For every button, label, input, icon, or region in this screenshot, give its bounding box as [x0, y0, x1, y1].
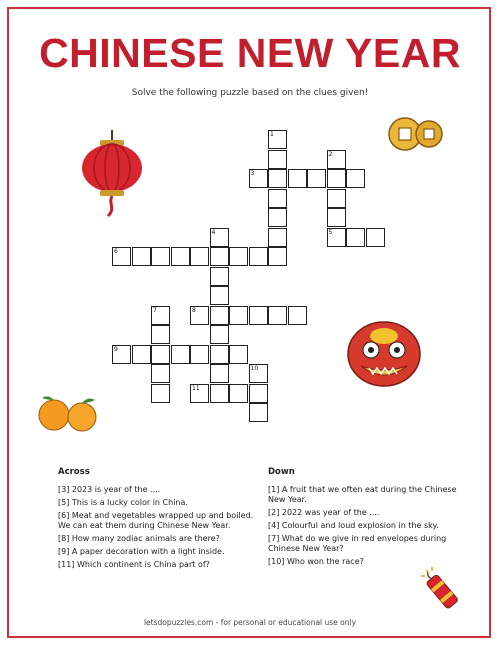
crossword-cell[interactable]	[190, 247, 209, 266]
crossword-cell[interactable]	[366, 228, 385, 247]
down-clues	[268, 467, 458, 570]
crossword-cell[interactable]	[307, 169, 326, 188]
crossword-cell[interactable]	[171, 247, 190, 266]
across-clues	[58, 467, 258, 573]
crossword-cell[interactable]	[249, 306, 268, 325]
clue-number-label: 10	[250, 365, 259, 372]
mandarin-oranges-icon	[36, 390, 102, 432]
crossword-cell[interactable]	[210, 345, 229, 364]
clue-number-label: 8	[192, 306, 196, 314]
crossword-cell[interactable]	[210, 267, 229, 286]
crossword-cell[interactable]	[151, 325, 170, 344]
clue-across-6: [6] Meat and vegetables wrapped up and boiled. We can eat them during Chinese New Year.	[58, 511, 254, 530]
clue-number-label: 6	[114, 248, 118, 255]
crossword-cell[interactable]	[210, 364, 229, 383]
clue-down-1: [1] A fruit that we often eat during the Chinese New Year.	[268, 485, 457, 504]
page-title: CHINESE NEW YEAR	[39, 30, 461, 76]
crossword-cell[interactable]	[229, 306, 248, 325]
crossword-cell[interactable]	[229, 384, 248, 403]
crossword-cell[interactable]	[268, 169, 287, 188]
crossword-cell[interactable]	[268, 150, 287, 169]
crossword-cell[interactable]	[268, 208, 287, 227]
crossword-cell[interactable]	[132, 247, 151, 266]
crossword-cell[interactable]	[249, 247, 268, 266]
clue-down-10: [10] Who won the race?	[268, 557, 364, 566]
crossword-cell[interactable]	[210, 306, 229, 325]
crossword-cell[interactable]	[268, 247, 287, 266]
clue-number-label: 1	[270, 131, 274, 138]
crossword-cell[interactable]	[151, 364, 170, 383]
crossword-cell[interactable]	[268, 228, 287, 247]
clue-number-label: 2	[328, 150, 333, 158]
crossword-cell[interactable]	[268, 306, 287, 325]
down-heading: Down	[268, 467, 295, 477]
clue-across-8: [8] How many zodiac animals are there?	[58, 534, 220, 543]
crossword-cell[interactable]	[151, 345, 170, 364]
crossword-cell[interactable]	[288, 169, 307, 188]
crossword-cell[interactable]	[210, 247, 229, 266]
clue-number-label: 7	[153, 306, 157, 314]
crossword-cell[interactable]	[229, 247, 248, 266]
crossword-cell[interactable]	[190, 345, 209, 364]
crossword-cell[interactable]	[229, 345, 248, 364]
clue-number-label: 9	[114, 345, 118, 353]
crossword-cell[interactable]	[249, 384, 268, 403]
crossword-cell[interactable]	[249, 403, 268, 422]
across-heading: Across	[58, 467, 90, 477]
red-lantern-icon	[78, 130, 148, 220]
crossword-cell[interactable]	[132, 345, 151, 364]
clue-number-label: 11	[192, 384, 200, 392]
footer-credit: letsdopuzzles.com - for personal or educational use only	[143, 618, 357, 627]
clue-across-5: [5] This is a lucky color in China.	[58, 498, 188, 507]
clue-number-label: 3	[250, 170, 255, 177]
clue-across-11: [11] Which continent is China part of?	[58, 560, 210, 569]
clue-across-3: [3] 2023 is year of the ....	[58, 485, 161, 494]
crossword-cell[interactable]	[171, 345, 190, 364]
crossword-cell[interactable]	[268, 189, 287, 208]
lion-dance-head-icon	[345, 318, 423, 390]
clue-number-label: 5	[328, 228, 333, 236]
crossword-cell[interactable]	[288, 306, 307, 325]
clue-down-7: [7] What do we give in red envelopes during Chinese New Year?	[268, 534, 447, 553]
crossword-cell[interactable]	[346, 228, 365, 247]
crossword-cell[interactable]	[210, 325, 229, 344]
page-subtitle: Solve the following puzzle based on the clues given!	[131, 88, 369, 98]
crossword-cell[interactable]	[151, 247, 170, 266]
crossword-cell[interactable]	[327, 189, 346, 208]
crossword-cell[interactable]	[327, 169, 346, 188]
crossword-cell[interactable]	[346, 169, 365, 188]
crossword-cell[interactable]	[151, 384, 170, 403]
crossword-cell[interactable]	[210, 384, 229, 403]
clue-across-9: [9] A paper decoration with a light inside.	[58, 547, 225, 556]
clue-down-4: [4] Colourful and loud explosion in the sky.	[268, 521, 439, 530]
firecracker-icon	[418, 566, 468, 616]
crossword-cell[interactable]	[327, 208, 346, 227]
crossword-cell[interactable]	[210, 286, 229, 305]
clue-number-label: 4	[211, 228, 216, 236]
gold-coins-icon	[385, 112, 445, 158]
clue-down-2: [2] 2022 was year of the ....	[268, 508, 380, 517]
